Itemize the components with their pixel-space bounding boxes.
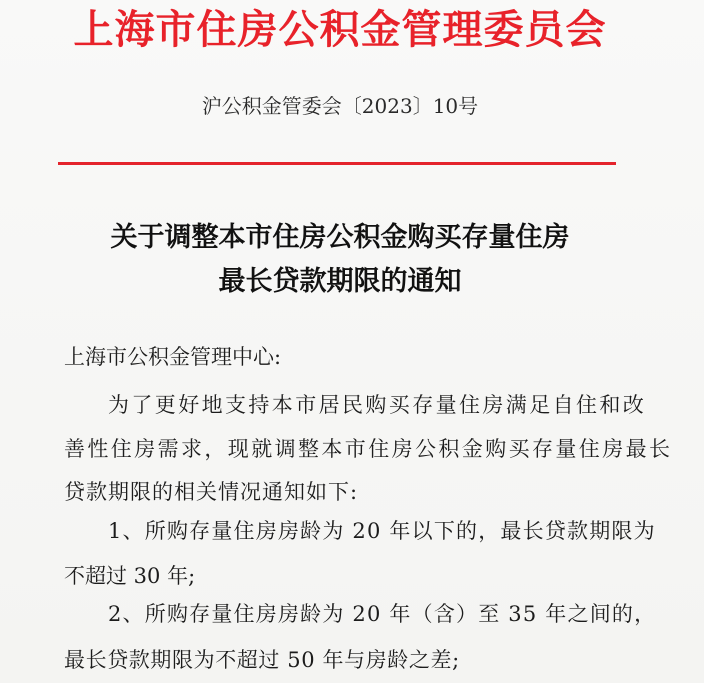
document-number: 沪公积金管委会〔2023〕10号 (201, 94, 479, 118)
item-2-line-1: 2、所购存量住房房龄为 20 年（含）至 35 年之间的， (108, 602, 657, 626)
paragraph-1-line-1: 为了更好地支持本市居民购买存量住房满足自住和改 (108, 393, 647, 417)
item-1-line-1: 1、所购存量住房房龄为 20 年以下的，最长贷款期限为 (108, 519, 656, 543)
notice-title-line-1: 关于调整本市住房公积金购买存量住房 (110, 222, 570, 253)
red-divider-line (58, 162, 616, 165)
organization-header: 上海市住房公积金管理委员会 (73, 7, 607, 53)
item-2-line-2: 最长贷款期限为不超过 50 年与房龄之差; (64, 648, 460, 672)
salutation: 上海市公积金管理中心: (64, 345, 282, 369)
item-1-line-2: 不超过 30 年; (64, 564, 196, 588)
paragraph-1-line-2: 善性住房需求，现就调整本市住房公积金购买存量住房最长 (64, 437, 673, 461)
notice-title-line-2: 最长贷款期限的通知 (218, 266, 462, 297)
paragraph-1-line-3: 贷款期限的相关情况通知如下: (64, 480, 359, 504)
